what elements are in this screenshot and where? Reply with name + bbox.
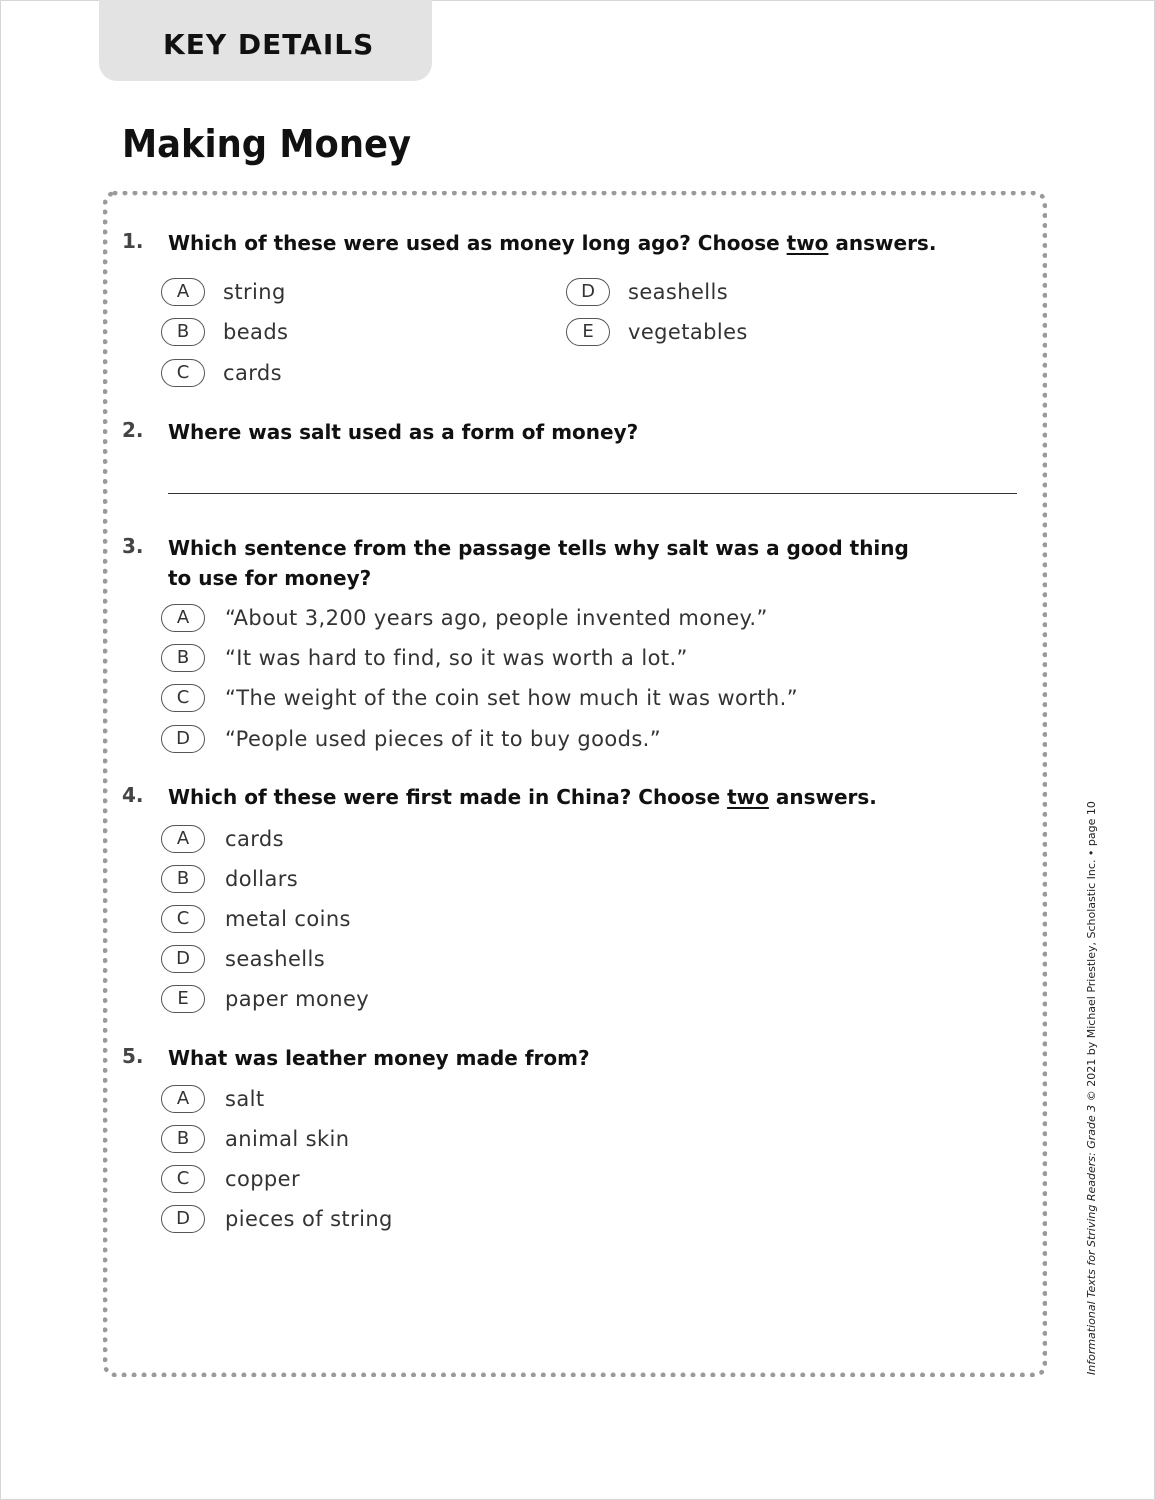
- answer-line[interactable]: [168, 493, 1017, 494]
- answer-bubble[interactable]: D: [161, 1205, 205, 1233]
- question-5-text: What was leather money made from?: [168, 1046, 590, 1070]
- answer-bubble[interactable]: C: [161, 1165, 205, 1193]
- answer-bubble[interactable]: C: [161, 359, 205, 387]
- option-text: pieces of string: [225, 1207, 393, 1231]
- option-text: seashells: [628, 280, 729, 304]
- answer-bubble[interactable]: E: [566, 318, 610, 346]
- answer-bubble[interactable]: B: [161, 1125, 205, 1153]
- option-text: paper money: [225, 987, 370, 1011]
- option-text: beads: [223, 320, 289, 344]
- option-text: “The weight of the coin set how much it was worth.”: [225, 686, 798, 710]
- answer-bubble[interactable]: E: [161, 985, 205, 1013]
- question-1-number: 1.: [122, 229, 144, 253]
- answer-bubble[interactable]: B: [161, 318, 205, 346]
- option-text: cards: [225, 827, 284, 851]
- option-text: animal skin: [225, 1127, 350, 1151]
- answer-bubble[interactable]: C: [161, 905, 205, 933]
- option-text: copper: [225, 1167, 301, 1191]
- answer-bubble[interactable]: C: [161, 684, 205, 712]
- option-text: “People used pieces of it to buy goods.”: [225, 727, 662, 751]
- question-2-number: 2.: [122, 418, 144, 442]
- answer-bubble[interactable]: D: [566, 278, 610, 306]
- option-text: dollars: [225, 867, 299, 891]
- answer-bubble[interactable]: B: [161, 865, 205, 893]
- question-1-emphasis: two: [786, 231, 829, 255]
- answer-bubble[interactable]: A: [161, 1085, 205, 1113]
- option-text: seashells: [225, 947, 326, 971]
- question-4-text: [168, 782, 958, 812]
- question-1-text-end: answers.: [828, 231, 937, 255]
- option-text: metal coins: [225, 907, 351, 931]
- page-title: Making Money: [122, 122, 412, 166]
- question-1-text: [168, 228, 958, 258]
- section-tab: [99, 0, 432, 81]
- option-text: string: [223, 280, 286, 304]
- question-4-text-part: Which of these were first made in China? Choose: [168, 785, 728, 809]
- answer-bubble[interactable]: D: [161, 725, 205, 753]
- credit-line: © 2021 by Michael Priestley, Scholastic Inc. • page 10: [1085, 801, 1098, 1105]
- answer-bubble[interactable]: A: [161, 825, 205, 853]
- answer-bubble[interactable]: A: [161, 278, 205, 306]
- copyright-footer: [1085, 801, 1098, 1375]
- option-text: salt: [225, 1087, 265, 1111]
- question-3-text: Which sentence from the passage tells why salt was a good thing to use for money?: [168, 536, 909, 590]
- question-2-text: Where was salt used as a form of money?: [168, 420, 639, 444]
- answer-bubble[interactable]: D: [161, 945, 205, 973]
- question-4-emphasis: two: [727, 785, 769, 809]
- book-title: Informational Texts for Striving Readers: Grade 3: [1085, 1104, 1098, 1375]
- question-3-number: 3.: [122, 534, 144, 558]
- question-5-number: 5.: [122, 1044, 144, 1068]
- option-text: vegetables: [628, 320, 748, 344]
- section-tab-label: KEY DETAILS: [163, 28, 375, 61]
- option-text: “About 3,200 years ago, people invented money.”: [225, 606, 768, 630]
- question-4-text-end: answers.: [768, 785, 877, 809]
- answer-bubble[interactable]: A: [161, 604, 205, 632]
- question-4-number: 4.: [122, 783, 144, 807]
- option-text: “It was hard to find, so it was worth a lot.”: [225, 646, 688, 670]
- answer-bubble[interactable]: B: [161, 644, 205, 672]
- option-text: cards: [223, 361, 282, 385]
- question-1-text-part: Which of these were used as money long ago? Choose: [168, 231, 787, 255]
